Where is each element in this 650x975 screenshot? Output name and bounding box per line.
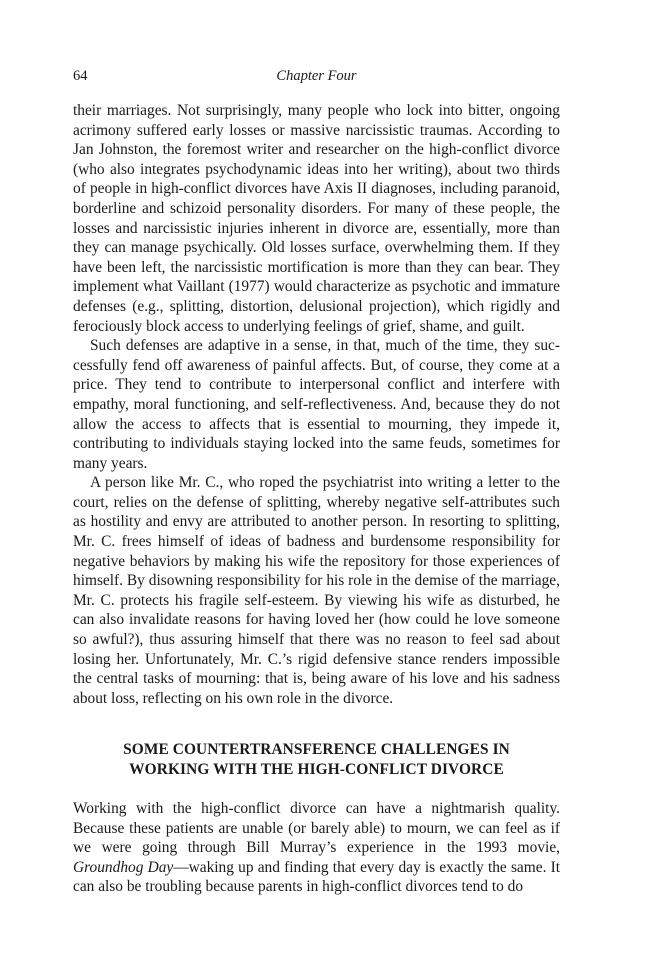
running-head	[73, 68, 560, 88]
movie-title: Groundhog Day	[73, 858, 174, 876]
book-page	[73, 0, 560, 975]
body-text	[73, 101, 560, 708]
section-text-end: —waking up and finding that every day is exactly the same. It can also be troubling because parents in high-conflict divorces tend to do	[73, 858, 561, 896]
page-number: 64	[73, 68, 88, 84]
section-heading-line-2: WORKING WITH THE HIGH-CONFLICT DIVORCE	[129, 761, 504, 778]
chapter-title: Chapter Four	[276, 68, 357, 84]
section-text-start: Working with the high-conflict divorce can have a nightmarish quality. Because these patients are unable (or barely able) to mourn, we can feel as if we were going through Bill Murray’s experience in the 1993 movie,	[73, 800, 560, 857]
section-paragraph-1	[73, 799, 560, 897]
paragraph-3: A person like Mr. C., who roped the psychiatrist into writing a letter to the court, relies on the defense of splitting, whereby negative self-attributes such as hostility and envy are attributed to another person. In resorting to splitting, Mr. C. frees himself of ideas of badness and burdensome responsibility for negative behaviors by making his wife the repository for those experiences of himself. By disowning responsibility for his role in the demise of the marriage, Mr. C. protects his fragile self-esteem. By viewing his wife as disturbed, he can also invalidate reasons for having loved her (how could he love someone so awful?), thus assuring himself that there was no reason to feel sad about losing her. Unfortunately, Mr. C.’s rigid defensive stance renders impossible the central tasks of mourning: that is, being aware of his love and his sadness about loss, reflecting on his own role in the divorce.	[73, 474, 560, 707]
section-heading	[73, 740, 560, 780]
section-heading-line-1: SOME COUNTERTRANSFERENCE CHALLENGES IN	[123, 741, 510, 758]
section-body	[73, 799, 560, 897]
paragraph-1: their marriages. Not surprisingly, many people who lock into bitter, ongoing acrimony suffered early losses or massive narcissistic traumas. According to Jan Johnston, the foremost writer and researcher on the high-conflict divorce (who also integrates psychodynamic ideas into her writing), about two thirds of people in high-conflict divorces have Axis II diagnoses, including paranoid, borderline and schizoid personality disorders. For many of these people, the losses and narcissistic injuries inherent in divorce are, essentially, more than they can manage psychically. Old losses surface, overwhelming them. If they have been left, the narcissistic mortification is more than they can bear. They implement what Vaillant (1977) would characterize as psychotic and immature defenses (e.g., splitting, distortion, delusional projection), which rigidly and ferociously block access to underlying feelings of grief, shame, and guilt.	[73, 102, 560, 335]
paragraph-2: Such defenses are adaptive in a sense, in that, much of the time, they successfully fend off awareness of painful affects. But, of course, they come at a price. They tend to contribute to interpersonal conflict and interfere with empathy, moral functioning, and self-reflectiveness. And, because they do not allow the access to affects that is essential to mourning, they impede it, contributing to individuals staying locked into the same feuds, sometimes for many years.	[73, 337, 560, 472]
